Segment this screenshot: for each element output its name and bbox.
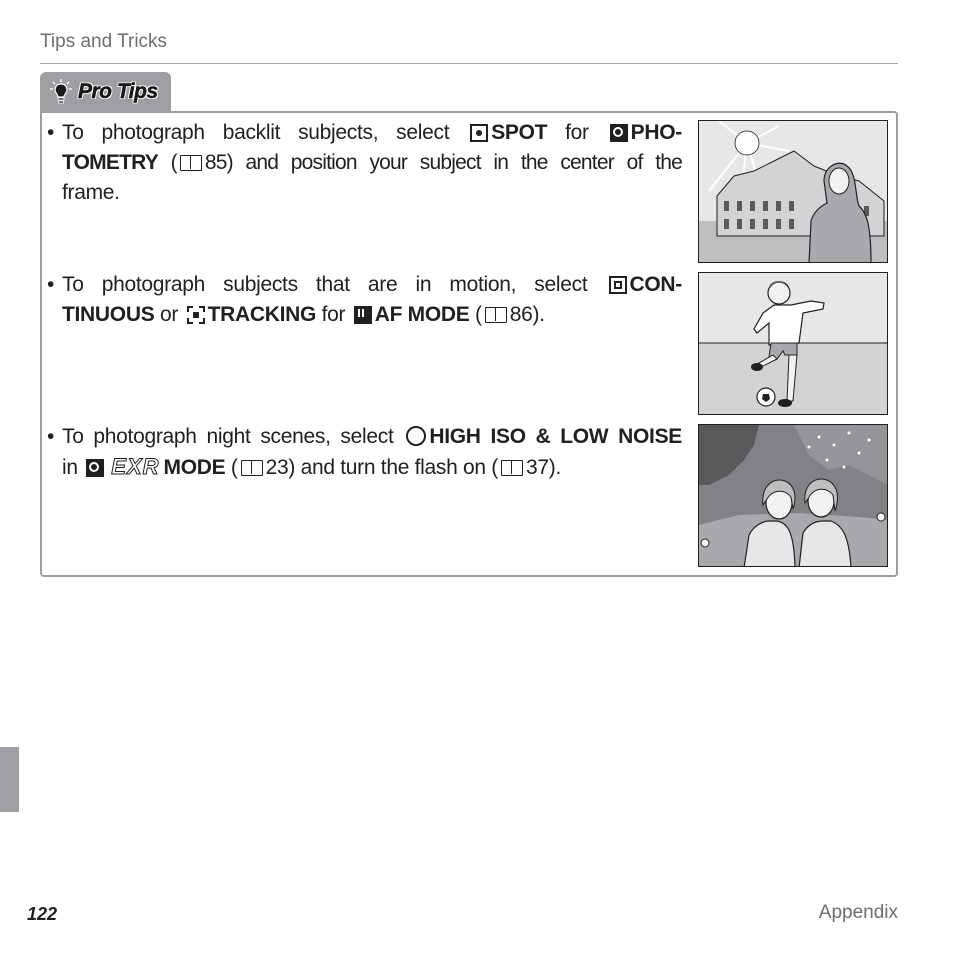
tip-text: for xyxy=(321,303,346,326)
af-mode-icon xyxy=(354,306,372,324)
book-icon xyxy=(241,460,263,476)
tab-label: Pro Tips xyxy=(78,80,158,103)
tip-text: 23) and turn the flash on ( xyxy=(265,456,498,479)
menu-name-af-mode: AF MODE xyxy=(374,303,470,326)
tip-text: 86). xyxy=(509,303,545,326)
tip-night xyxy=(47,422,682,483)
tip-text: or xyxy=(159,303,179,326)
photometry-icon xyxy=(610,124,628,142)
tip-text: To photograph night scenes, select xyxy=(62,425,394,448)
night-scene-illustration xyxy=(698,424,888,567)
footer-section-title: Appendix xyxy=(818,902,898,923)
high-iso-low-noise-icon xyxy=(406,426,426,446)
menu-name-photometry: PHO- xyxy=(630,121,682,144)
menu-option-spot: SPOT xyxy=(491,121,548,144)
spot-metering-icon xyxy=(470,124,488,142)
menu-option-tracking: TRACKING xyxy=(207,303,317,326)
bullet: • xyxy=(47,121,55,144)
tip-text: 37). xyxy=(526,456,561,479)
book-icon xyxy=(180,155,202,171)
tip-line xyxy=(62,452,682,483)
chapter-side-tab xyxy=(0,747,19,812)
tip-line xyxy=(62,148,682,178)
bullet: • xyxy=(47,425,55,448)
menu-option-continuous: CON- xyxy=(629,273,682,296)
tip-text: To photograph backlit subjects, select xyxy=(62,121,450,144)
lightbulb-icon xyxy=(50,79,72,105)
tip-text: To photograph subjects that are in motion, select xyxy=(62,273,588,296)
tip-text: in xyxy=(62,456,78,479)
tip-line xyxy=(62,422,682,452)
tip-text: ( xyxy=(230,456,238,479)
shooting-mode-icon xyxy=(86,459,104,477)
header-title: Tips and Tricks xyxy=(40,31,168,52)
tip-text: ( xyxy=(475,303,482,326)
page-number: 122 xyxy=(27,904,58,924)
menu-name-photometry-cont: TOMETRY xyxy=(62,151,158,174)
tip-text: for xyxy=(565,121,589,144)
tip-text: 85) and position your subject in the center of the xyxy=(204,151,682,174)
backlit-subject-illustration xyxy=(698,120,888,263)
bullet: • xyxy=(47,273,55,296)
exr-logo: EXR xyxy=(111,454,160,479)
tracking-af-icon xyxy=(187,306,205,324)
tip-text: frame. xyxy=(62,181,120,204)
tip-line xyxy=(62,300,682,330)
tip-line xyxy=(62,118,682,148)
book-icon xyxy=(485,307,507,323)
tip-motion xyxy=(47,270,682,330)
menu-name-exr-mode: MODE xyxy=(163,456,226,479)
book-icon xyxy=(501,460,523,476)
tip-backlit xyxy=(47,118,682,208)
pro-tips-tab xyxy=(40,72,171,112)
tip-text: ( xyxy=(170,151,177,174)
motion-subject-illustration xyxy=(698,272,888,415)
header-rule xyxy=(40,63,898,64)
tip-line xyxy=(62,270,682,300)
tip-line xyxy=(62,178,682,208)
continuous-af-icon xyxy=(609,276,627,294)
menu-option-high-iso-low-noise: HIGH ISO & LOW NOISE xyxy=(429,425,682,448)
menu-option-continuous-cont: TINUOUS xyxy=(62,303,155,326)
